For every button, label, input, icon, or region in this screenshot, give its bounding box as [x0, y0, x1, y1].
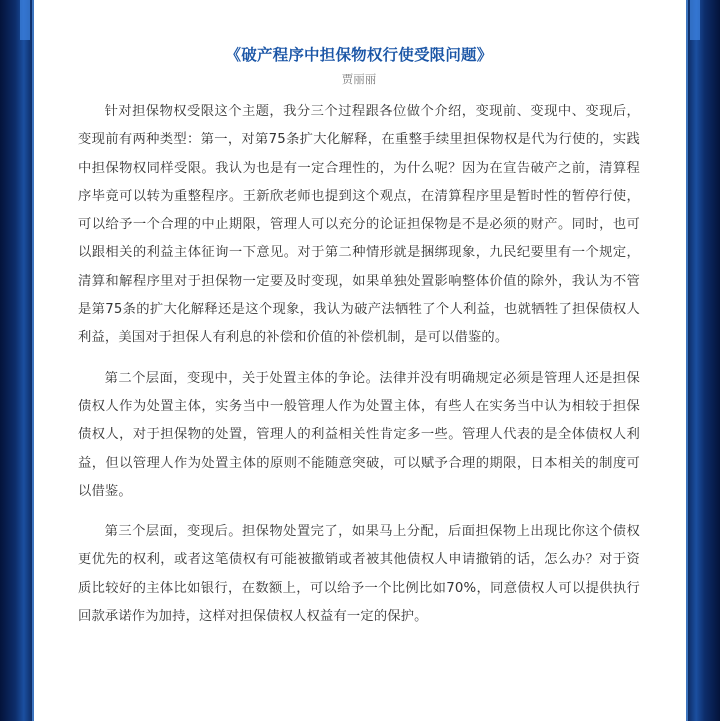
article-page: [34, 0, 686, 721]
article-author: 贾丽丽: [341, 72, 377, 86]
article-paragraph-1: 针对担保物权受限这个主题，我分三个过程跟各位做个介绍，变现前、变现中、变现后，变现前有两种类型：第一，对第75条扩大化解释，在重整手续里担保物权是代为行使的，实践中担保物权同样受限。我认为也是有一定合理性的，为什么呢？因为在宣告破产之前，清算程序毕竟可以转为重整程序。王新欣老师也提到这个观点，在清算程序里是暂时性的暂停行使，可以给予一个合理的中止期限，管理人可以充分的论证担保物是不是必须的财产。同时，也可以跟相关的利益主体征询一下意见。对于第二种情形就是捆绑现象，九民纪要里有一个规定，清算和解程序里对于担保物一定要及时变现，如果单独处置影响整体价值的除外，我认为不管是第75条的扩大化解释还是这个现象，我认为破产法牺牲了个人利益，也就牺牲了担保债权人利益，美国对于担保人有利息的补偿和价值的补偿机制，是可以借鉴的。: [78, 104, 640, 346]
article-paragraph-3: 第三个层面，变现后。担保物处置完了，如果马上分配，后面担保物上出现比你这个债权更优先的权利，或者这笔债权有可能被撤销或者被其他债权人申请撤销的话，怎么办？对于资质比较好的主体比如银行，在数额上，可以给予一个比例比如70%，同意债权人可以提供执行回款承诺作为加持，这样对担保债权人权益有一定的保护。: [78, 524, 640, 625]
left-decorative-border: [0, 0, 34, 721]
article-title: 《破产程序中担保物权行使受限问题》: [225, 46, 493, 64]
right-decorative-border: [686, 0, 720, 721]
article-paragraph-2: 第二个层面，变现中，关于处置主体的争论。法律并没有明确规定必须是管理人还是担保债权人作为处置主体，实务当中一般管理人作为处置主体，有些人在实务当中认为相较于担保债权人，对于担保物的处置，管理人的利益相关性肯定多一些。管理人代表的是全体债权人利益，但以管理人作为处置主体的原则不能随意突破，可以赋予合理的期限，日本相关的制度可以借鉴。: [78, 370, 640, 499]
